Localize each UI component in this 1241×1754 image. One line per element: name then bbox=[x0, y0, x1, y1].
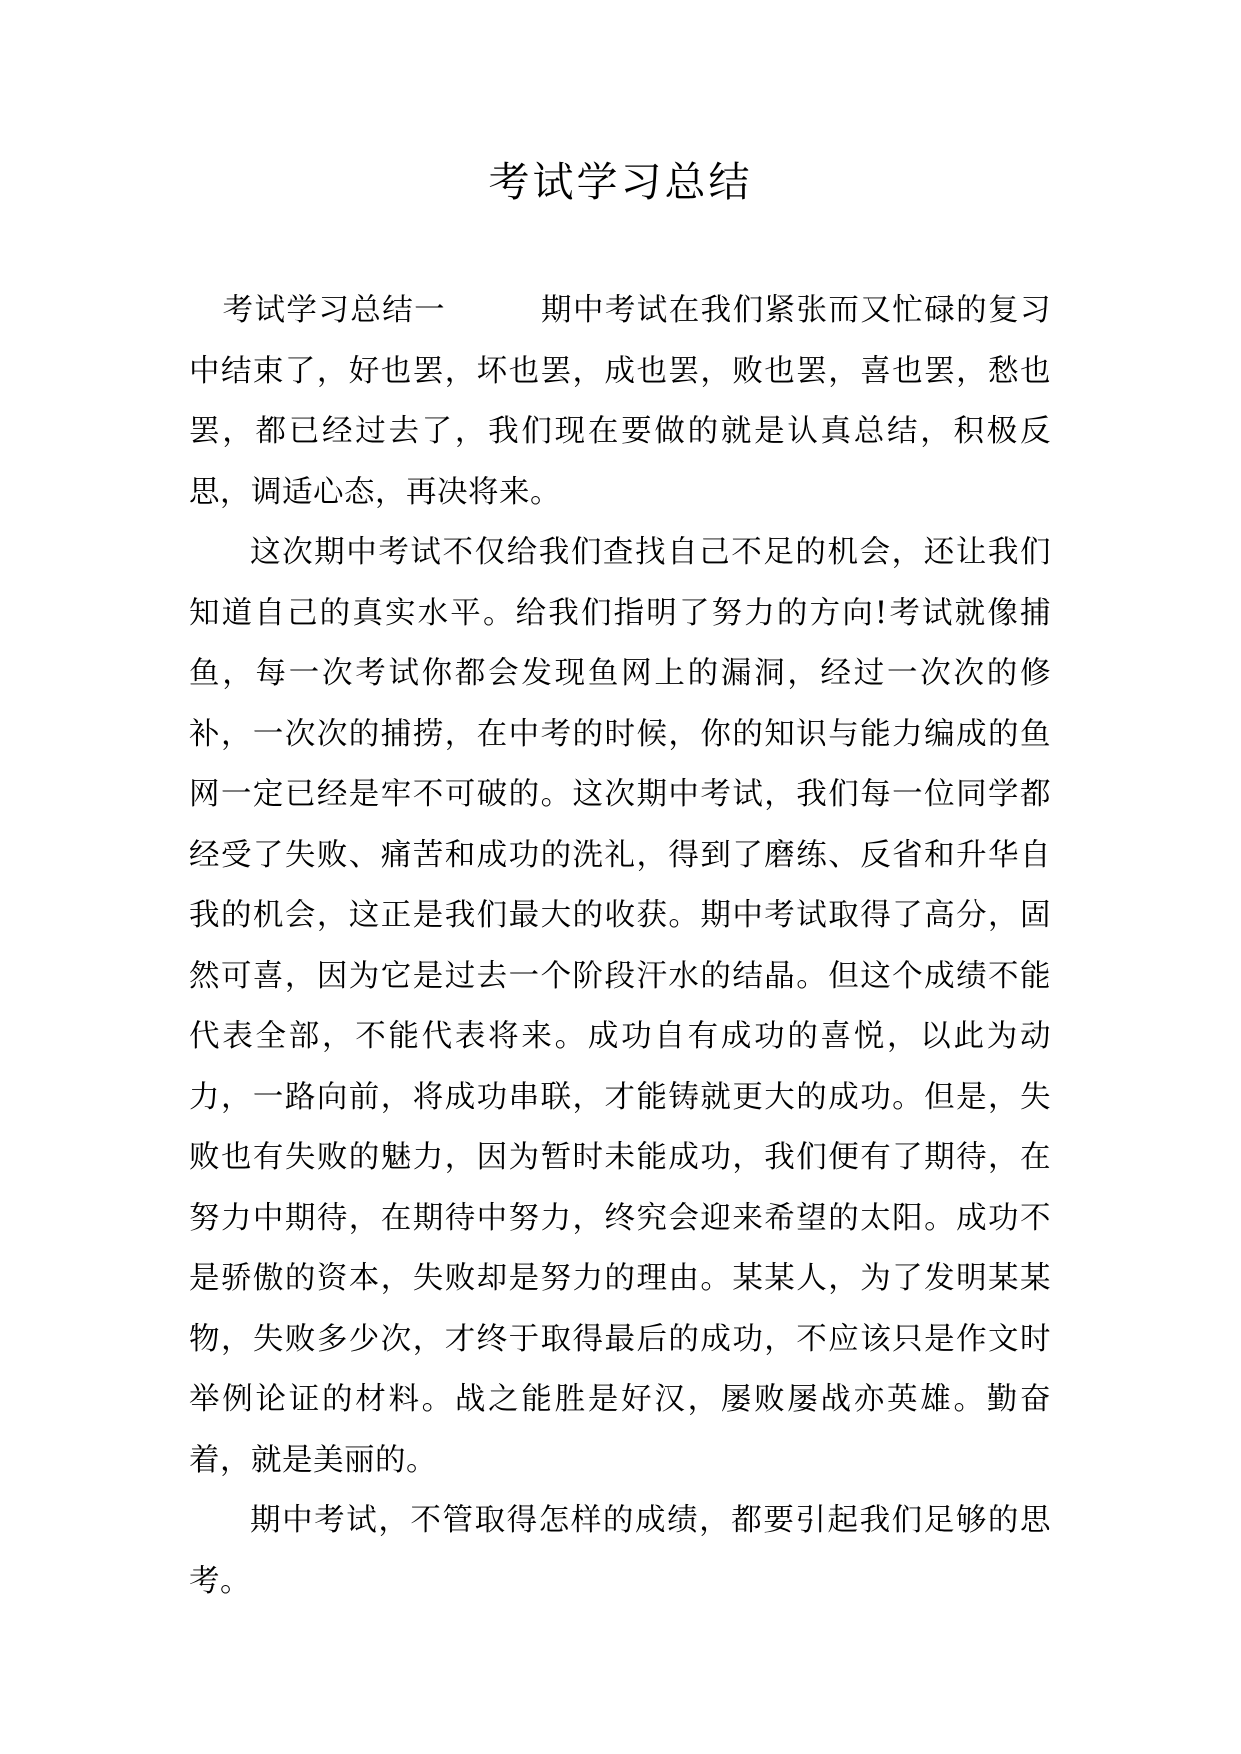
document-body bbox=[189, 281, 1051, 1612]
paragraph-3: 期中考试，不管取得怎样的成绩，都要引起我们足够的思考。 bbox=[189, 1503, 1051, 1599]
paragraph-1 bbox=[189, 281, 1051, 523]
document-title: 考试学习总结 bbox=[488, 158, 753, 206]
paragraph-text: 期中考试在我们紧张而又忙碌的复习中结束了，好也罢，坏也罢，成也罢，败也罢，喜也罢，愁也罢，都已经过去了，我们现在要做的就是认真总结，积极反思，调适心态，再决将来。 bbox=[189, 293, 1052, 510]
paragraph-2: 这次期中考试不仅给我们查找自己不足的机会，还让我们知道自己的真实水平。给我们指明了努力的方向!考试就像捕鱼，每一次考试你都会发现鱼网上的漏洞，经过一次次的修补，一次次的捕捞，在中考的时候，你的知识与能力编成的鱼网一定已经是牢不可破的。这次期中考试，我们每一位同学都经受了失败、痛苦和成功的洗礼，得到了磨练、反省和升华自我的机会，这正是我们最大的收获。期中考试取得了高分，固然可喜，因为它是过去一个阶段汗水的结晶。但这个成绩不能代表全部，不能代表将来。成功自有成功的喜悦，以此为动力，一路向前，将成功串联，才能铸就更大的成功。但是，失败也有失败的魅力，因为暂时未能成功，我们便有了期待，在努力中期待，在期待中努力，终究会迎来希望的太阳。成功不是骄傲的资本，失败却是努力的理由。某某人，为了发明某某物，失败多少次，才终于取得最后的成功，不应该只是作文时举例论证的材料。战之能胜是好汉，屡败屡战亦英雄。勤奋着，就是美丽的。 bbox=[189, 535, 1051, 1478]
section-heading: 考试学习总结一 bbox=[222, 293, 447, 328]
